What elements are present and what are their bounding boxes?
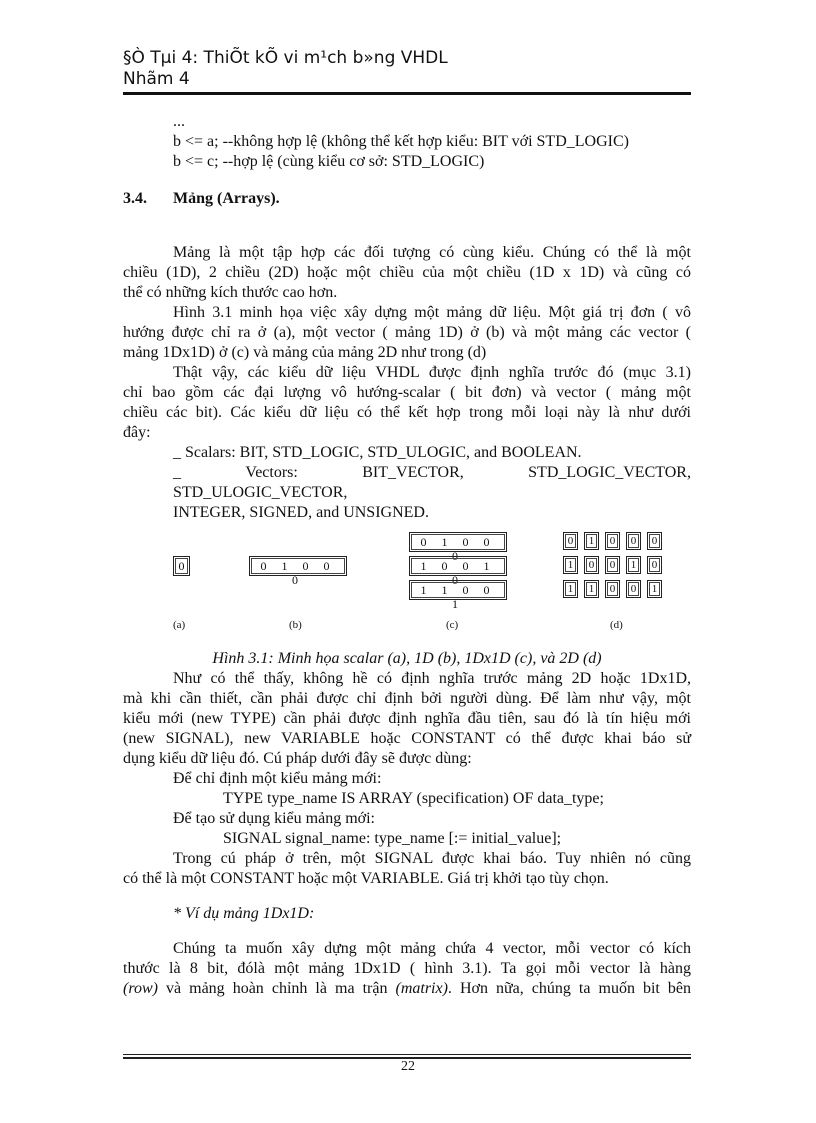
vector-bullet: _ xyxy=(173,464,181,481)
array-row-box: 1 0 0 1 0 xyxy=(409,556,507,576)
header-group: Nhãm 4 xyxy=(123,69,190,89)
matrix-cell: 1 xyxy=(563,556,578,574)
section-title: Mảng (Arrays). xyxy=(173,190,280,207)
paragraph-line: mà khi cần thiết, cần phải được chỉ định bởi người dùng. Để làm như vậy, một xyxy=(123,690,691,707)
figure-label-c: (c) xyxy=(446,619,459,631)
paragraph-line: chiều các bit). Các kiểu dữ liệu có thể kết hợp trong mỗi loại này là như dưới xyxy=(123,404,691,421)
vector-type: BIT_VECTOR, xyxy=(362,464,464,481)
paragraph-line: Thật vậy, các kiểu dữ liệu VHDL được định nghĩa trước đó (mục 3.1) xyxy=(173,364,691,381)
paragraph-line: kiểu mới (new TYPE) cần phải được định nghĩa đầu tiên, sau đó là tín hiệu mới xyxy=(123,710,691,727)
matrix-cell: 1 xyxy=(626,556,641,574)
footer-rule xyxy=(123,1054,691,1055)
matrix-cell: 0 xyxy=(605,580,620,598)
matrix-cell: 1 xyxy=(584,532,599,550)
paragraph-line: (new SIGNAL), new VARIABLE hoặc CONSTANT có thể được khai báo sử xyxy=(123,730,691,747)
paragraph-line: dụng kiểu dữ liệu đó. Cú pháp dưới đây sẽ được dùng: xyxy=(123,750,472,767)
paragraph-line: đây: xyxy=(123,424,151,441)
matrix-cell: 0 xyxy=(647,556,662,574)
syntax-code: TYPE type_name IS ARRAY (specification) OF data_type; xyxy=(223,790,604,807)
section-number: 3.4. xyxy=(123,190,147,207)
matrix-cell: 1 xyxy=(563,580,578,598)
vector-types xyxy=(123,463,691,483)
code-line: b <= a; --không hợp lệ (không thể kết hợp kiểu: BIT với STD_LOGIC) xyxy=(173,133,629,150)
matrix-cell: 0 xyxy=(584,556,599,574)
paragraph-line: Trong cú pháp ở trên, một SIGNAL được khai báo. Tuy nhiên nó cũng xyxy=(173,850,691,867)
page-header xyxy=(123,48,448,90)
vector-label: Vectors: xyxy=(245,464,298,481)
array-row-box: 1 1 0 0 1 xyxy=(409,580,507,600)
matrix-cell: 1 xyxy=(647,580,662,598)
paragraph-line: chỉ bao gồm các đại lượng vô hướng-scalar ( bit đơn) và vector ( mảng một xyxy=(123,384,691,401)
paragraph-line: (row) và mảng hoàn chỉnh là ma trận (matrix). Hơn nữa, chúng ta muốn bit bên xyxy=(123,980,692,997)
paragraph-line: Như có thể thấy, không hề có định nghĩa trước mảng 2D hoặc 1Dx1D, xyxy=(173,670,691,687)
paragraph-line: Chúng ta muốn xây dựng một mảng chứa 4 vector, mỗi vector có kích xyxy=(173,940,691,957)
page-body xyxy=(123,112,691,999)
syntax-code: SIGNAL signal_name: type_name [:= initial_value]; xyxy=(223,830,562,847)
figure-label-d: (d) xyxy=(610,619,623,631)
figure-label-a: (a) xyxy=(173,619,186,631)
syntax-line: Để chỉ định một kiểu mảng mới: xyxy=(173,770,382,787)
header-title: §Ò Tµi 4: ThiÕt kÕ vi m¹ch b»ng VHDL xyxy=(123,48,448,68)
vector-types: STD_ULOGIC_VECTOR, xyxy=(173,484,348,501)
figure-3-1 xyxy=(123,529,691,649)
matrix-cell: 0 xyxy=(605,532,620,550)
paragraph-line: thước là 8 bit, đólà một mảng 1Dx1D ( hình 3.1). Ta gọi mỗi vector là hàng xyxy=(123,960,691,977)
page-number: 22 xyxy=(401,1059,415,1074)
figure-caption: Hình 3.1: Minh họa scalar (a), 1D (b), 1Dx1D (c), và 2D (d) xyxy=(212,650,602,667)
paragraph-line: hướng được chỉ ra ở (a), một vector ( mảng 1D) ở (b) và một mảng các vector ( xyxy=(123,324,691,341)
paragraph-line: thể có những kích thước cao hơn. xyxy=(123,284,338,301)
paragraph-line: chiều (1D), 2 chiều (2D) hoặc một chiều của một chiều (1D x 1D) và cũng có xyxy=(123,264,691,281)
vector-box: 0 1 0 0 0 xyxy=(249,556,347,576)
term-matrix: (matrix) xyxy=(395,980,448,997)
figure-label-b: (b) xyxy=(289,619,302,631)
vector-type: STD_LOGIC_VECTOR, xyxy=(528,464,691,481)
syntax-line: Để tạo sử dụng kiểu mảng mới: xyxy=(173,810,375,827)
scalar-types: _ Scalars: BIT, STD_LOGIC, STD_ULOGIC, and BOOLEAN. xyxy=(173,444,582,461)
paragraph-line: có thể là một CONSTANT hoặc một VARIABLE. Giá trị khởi tạo tùy chọn. xyxy=(123,870,609,887)
array-row-box: 0 1 0 0 0 xyxy=(409,532,507,552)
example-heading: * Ví dụ mảng 1Dx1D: xyxy=(173,905,315,922)
paragraph-line: mảng 1Dx1D) ở (c) và mảng của mảng 2D như trong (d) xyxy=(123,344,487,361)
matrix-cell: 0 xyxy=(563,532,578,550)
term-row: (row) xyxy=(123,980,158,997)
section-heading xyxy=(123,189,691,209)
code-line: ... xyxy=(173,113,185,130)
matrix-cell: 0 xyxy=(605,556,620,574)
matrix-cell: 1 xyxy=(584,580,599,598)
matrix-cell: 0 xyxy=(626,532,641,550)
paragraph-line: Mảng là một tập hợp các đối tượng có cùng kiểu. Chúng có thể là một xyxy=(173,244,691,261)
scalar-box: 0 xyxy=(173,556,190,576)
code-line: b <= c; --hợp lệ (cùng kiểu cơ sở: STD_LOGIC) xyxy=(173,153,485,170)
vector-types: INTEGER, SIGNED, and UNSIGNED. xyxy=(173,504,429,521)
header-rule xyxy=(123,92,691,95)
matrix-cell: 0 xyxy=(626,580,641,598)
paragraph-line: Hình 3.1 minh họa việc xây dựng một mảng dữ liệu. Một giá trị đơn ( vô xyxy=(173,304,691,321)
matrix-cell: 0 xyxy=(647,532,662,550)
